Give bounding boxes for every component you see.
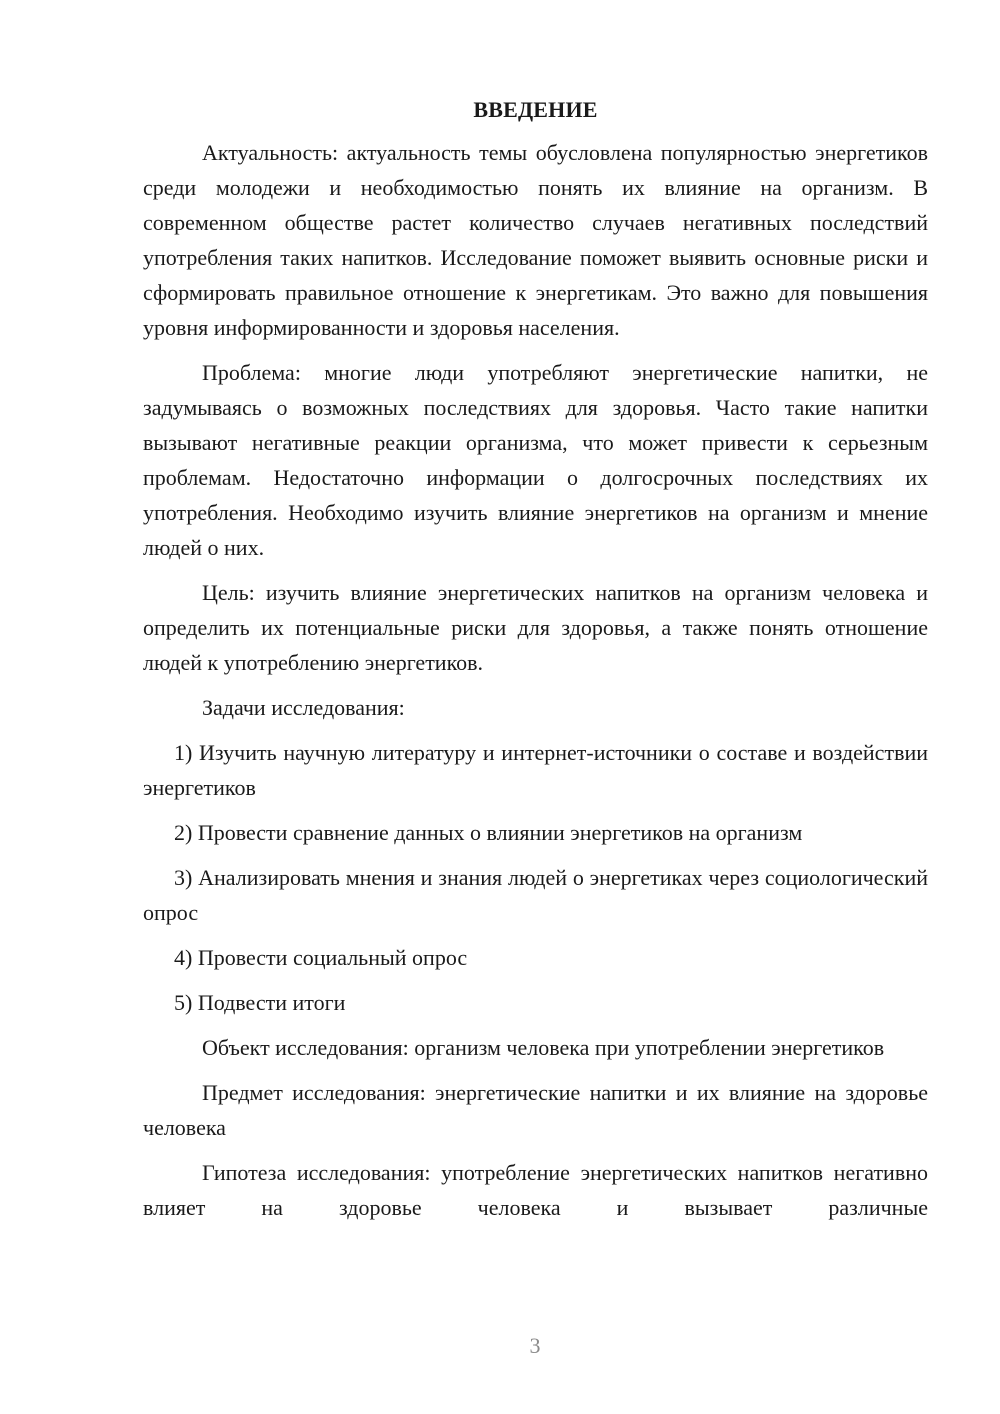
section-title: ВВЕДЕНИЕ: [473, 97, 598, 122]
goal-paragraph: Цель: изучить влияние энергетических напитков на организм человека и определить их потенциальные риски для здоровья, а также понять отношение людей к употреблению энергетиков.: [143, 580, 928, 675]
problem-paragraph: Проблема: многие люди употребляют энергетические напитки, не задумываясь о возможных последствиях для здоровья. Часто такие напитки вызывают негативные реакции организма, что может привести к серьезным проблемам. Недостаточно информации о долгосрочных последствиях их употребления. Необходимо изучить влияние энергетиков на организм и мнение людей о них.: [143, 360, 928, 560]
task-item-3: 3) Анализировать мнения и знания людей о энергетиках через социологический опрос: [143, 865, 928, 925]
hypothesis-paragraph: Гипотеза исследования: употребление энергетических напитков негативно влияет на здоровье человека и вызывает различные: [143, 1160, 928, 1220]
relevance-paragraph: Актуальность: актуальность темы обусловлена популярностью энергетиков среди молодежи и необходимостью понять их влияние на организм. В современном обществе растет количество случаев негативных последствий употребления таких напитков. Исследование поможет выявить основные риски и сформировать правильное отношение к энергетикам. Это важно для повышения уровня информированности и здоровья населения.: [143, 140, 928, 340]
task-item-4: 4) Провести социальный опрос: [174, 945, 468, 970]
task-item-2: 2) Провести сравнение данных о влиянии энергетиков на организм: [174, 820, 803, 845]
tasks-heading: Задачи исследования:: [202, 695, 405, 720]
document-page: [143, 92, 928, 1225]
subject-paragraph: Предмет исследования: энергетические напитки и их влияние на здоровье человека: [143, 1080, 928, 1140]
task-item-5: 5) Подвести итоги: [174, 990, 346, 1015]
object-paragraph: Объект исследования: организм человека при употреблении энергетиков: [202, 1035, 885, 1060]
page-number: 3: [529, 1333, 541, 1358]
task-item-1: 1) Изучить научную литературу и интернет-источники о составе и воздействии энергетиков: [143, 740, 928, 800]
